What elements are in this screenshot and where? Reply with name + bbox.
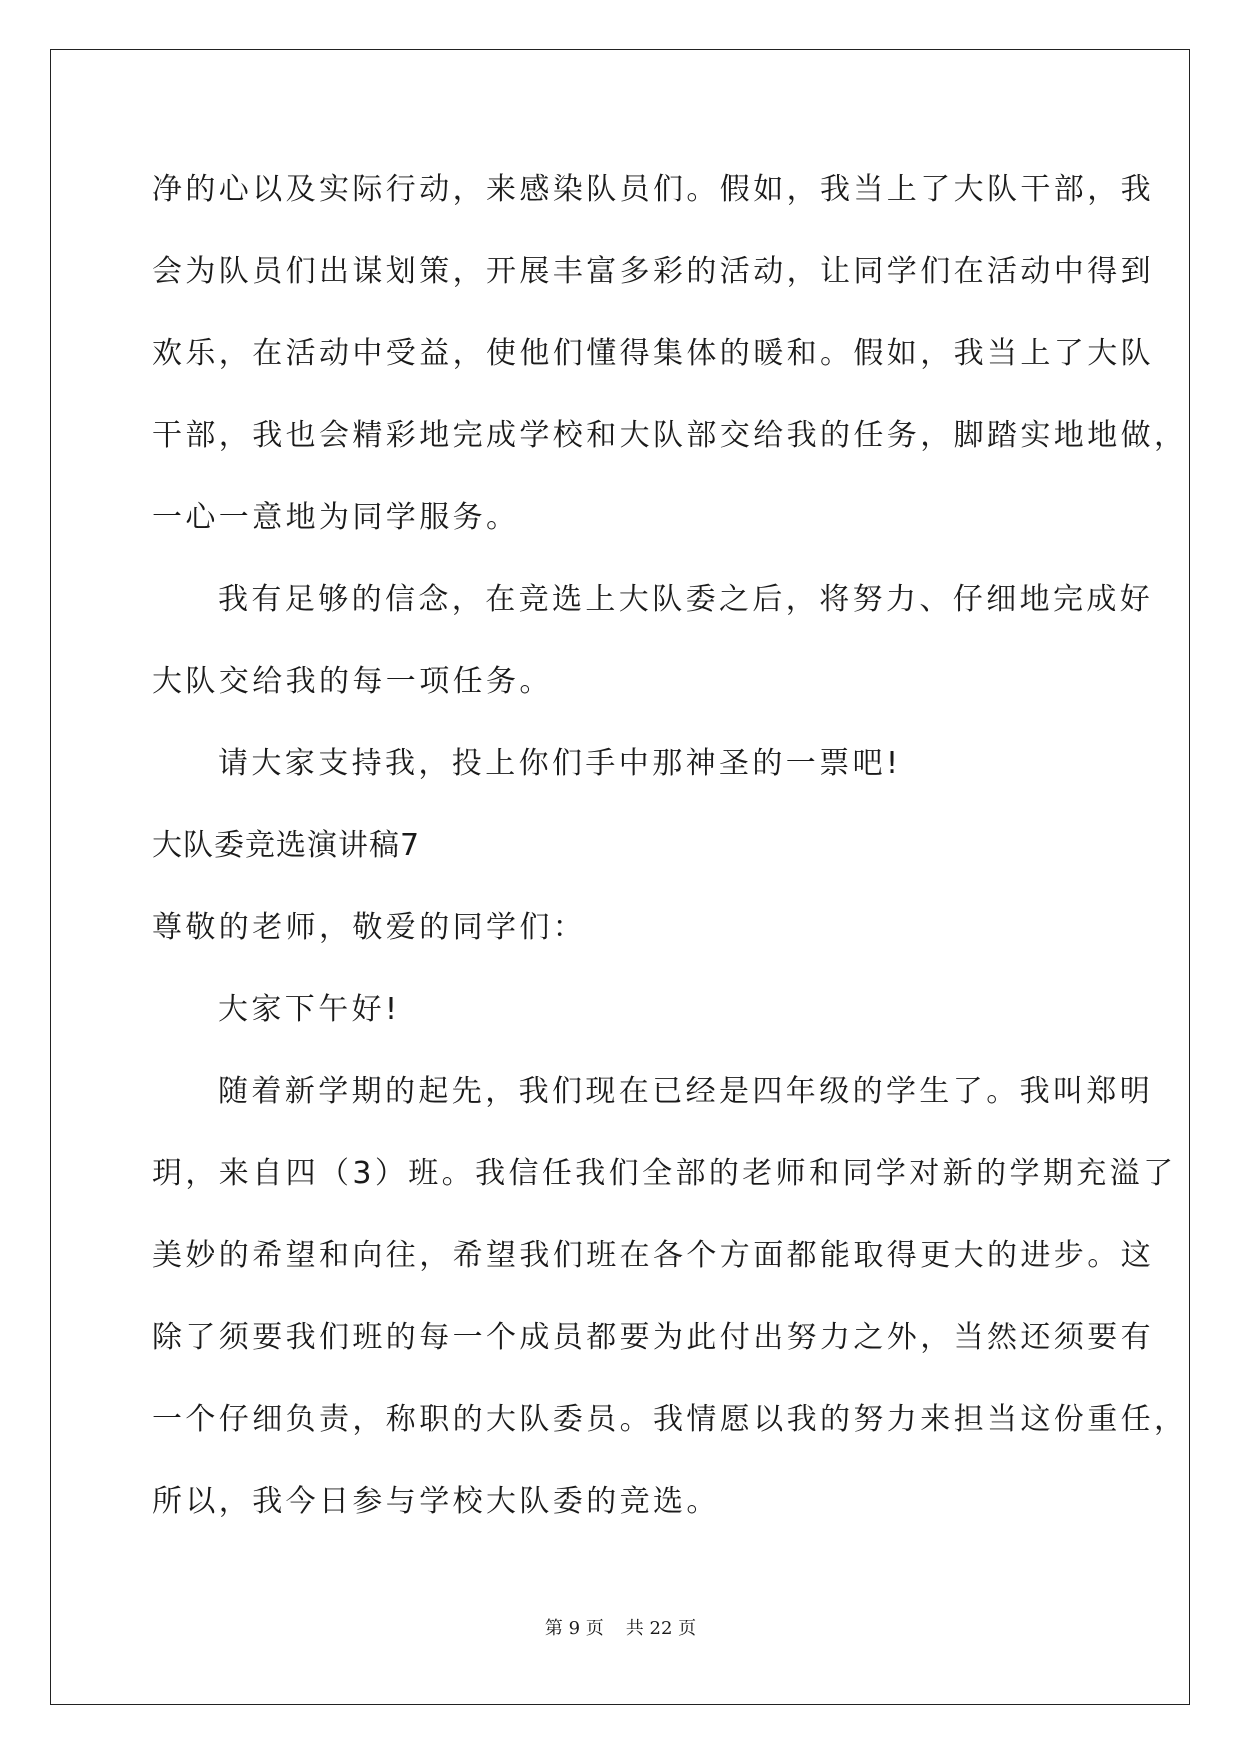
text-line: 一个仔细负责，称职的大队委员。我情愿以我的努力来担当这份重任， [152,1402,1188,1437]
text-line: 会为队员们出谋划策，开展丰富多彩的活动，让同学们在活动中得到 [152,254,1154,289]
text-line: 请大家支持我，投上你们手中那神圣的一票吧! [218,746,902,781]
text-line: 随着新学期的起先，我们现在已经是四年级的学生了。我叫郑明 [218,1074,1154,1109]
text-line: 我有足够的信念，在竞选上大队委之后，将努力、仔细地完成好 [218,582,1154,617]
text-line: 一心一意地为同学服务。 [152,500,520,535]
section-heading: 大队委竞选演讲稿7 [152,828,421,863]
text-line: 欢乐，在活动中受益，使他们懂得集体的暖和。假如，我当上了大队 [152,336,1154,371]
page-total: 共 22 页 [625,1618,697,1639]
text-line: 大队交给我的每一项任务。 [152,664,553,699]
text-line: 干部，我也会精彩地完成学校和大队部交给我的任务，脚踏实地地做， [152,418,1188,453]
page-number: 第 9 页 [544,1618,604,1639]
page-footer [0,1614,1241,1640]
text-line: 玥，来自四（3）班。我信任我们全部的老师和同学对新的学期充溢了 [152,1156,1177,1191]
document-body [152,162,1188,1556]
text-line: 美妙的希望和向往，希望我们班在各个方面都能取得更大的进步。这 [152,1238,1154,1273]
greeting-line: 大家下午好! [218,992,401,1027]
text-line: 净的心以及实际行动，来感染队员们。假如，我当上了大队干部，我 [152,172,1154,207]
text-line: 除了须要我们班的每一个成员都要为此付出努力之外，当然还须要有 [152,1320,1154,1355]
text-line: 所以，我今日参与学校大队委的竞选。 [152,1484,720,1519]
salutation-line: 尊敬的老师，敬爱的同学们： [152,910,587,945]
